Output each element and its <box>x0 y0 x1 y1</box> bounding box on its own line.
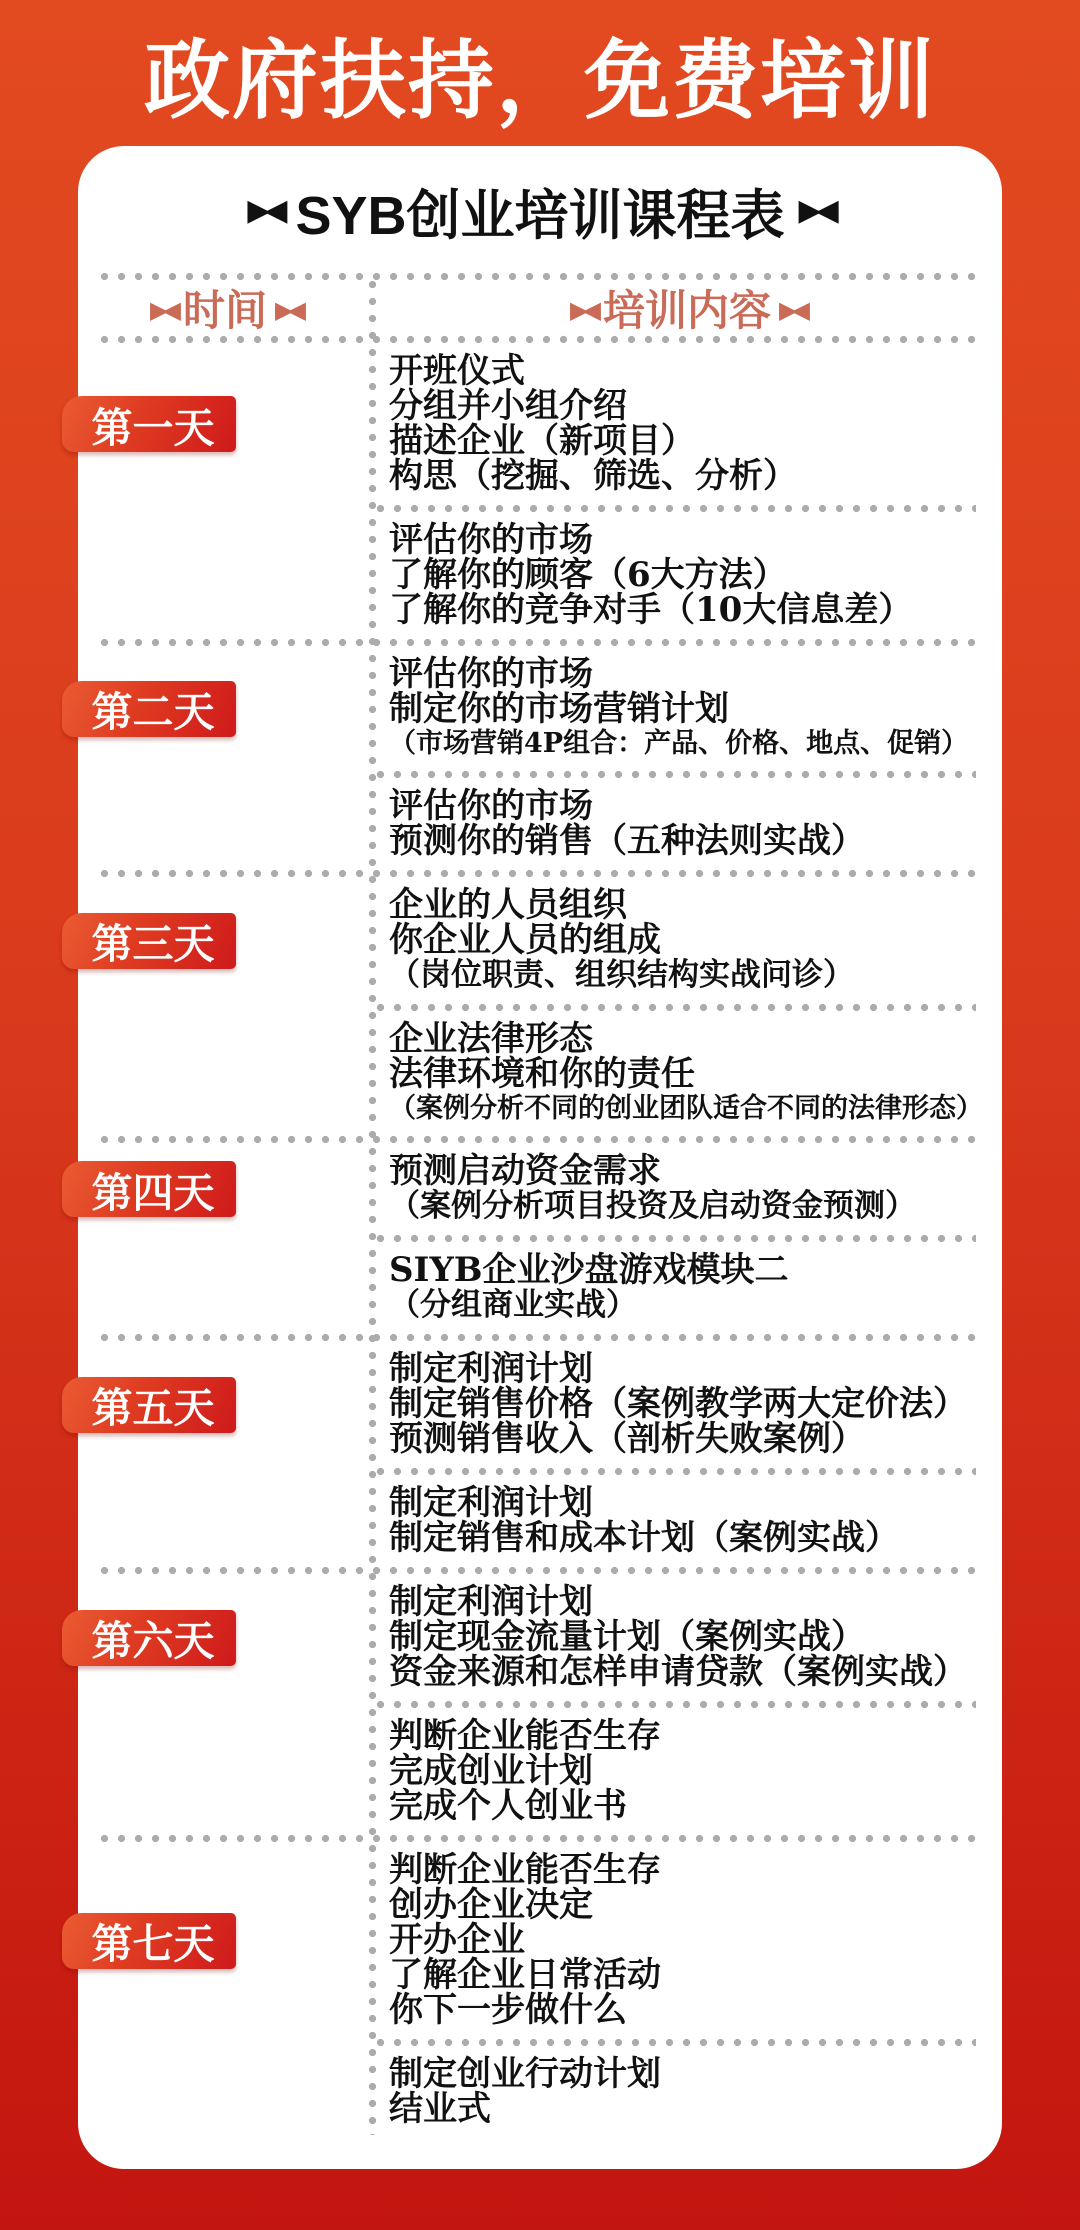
session-row <box>78 1146 1002 1232</box>
course-line: 制定利润计划 <box>389 1582 593 1622</box>
day-label-cell <box>78 1245 372 1331</box>
course-line: 制定销售和成本计划（案例实战） <box>389 1518 899 1558</box>
course-line: 企业的人员组织 <box>389 885 627 925</box>
dotted-line <box>96 1834 976 1843</box>
course-line: 制定现金流量计划（案例实战） <box>389 1617 865 1657</box>
course-line: 制定销售价格（案例教学两大定价法） <box>389 1384 967 1424</box>
day-label-cell <box>78 2049 372 2135</box>
dotted-line <box>96 638 976 647</box>
day-badge: 第七天 <box>62 1913 236 1969</box>
session-row <box>78 1014 1002 1133</box>
table-header <box>78 283 1002 333</box>
column-divider <box>368 276 377 2135</box>
course-line: 预测你的销售（五种法则实战） <box>389 821 865 861</box>
course-line: 了解你的竞争对手（10大信息差） <box>389 590 913 630</box>
course-line: 你下一步做什么 <box>389 1990 627 2030</box>
day-label-cell <box>78 1845 372 2036</box>
day-label-cell <box>78 515 372 636</box>
bowtie-icon: ▶◀ <box>247 193 282 228</box>
course-line: 预测销售收入（剖析失败案例） <box>389 1419 865 1459</box>
schedule-table <box>78 272 1002 2135</box>
session-row <box>78 1245 1002 1331</box>
session-row <box>78 346 1002 502</box>
session-row <box>78 1478 1002 1564</box>
dotted-line <box>96 1135 976 1144</box>
course-line: （案例分析不同的创业团队适合不同的法律形态） <box>389 1093 983 1124</box>
session-row <box>78 781 1002 867</box>
dotted-line <box>372 2038 976 2047</box>
course-line: 制定你的市场营销计划 <box>389 689 729 729</box>
session-content <box>372 1344 1002 1465</box>
course-line: 构思（挖掘、筛选、分析） <box>389 456 797 496</box>
day-badge: 第三天 <box>62 913 236 969</box>
schedule-rows <box>78 346 1002 2135</box>
course-line: 法律环境和你的责任 <box>389 1054 695 1094</box>
course-line: 开班仪式 <box>389 351 525 391</box>
course-line: 预测启动资金需求 <box>389 1151 661 1191</box>
schedule-card <box>78 146 1002 2169</box>
day-badge: 第二天 <box>62 681 236 737</box>
session-content <box>372 781 1002 867</box>
day-badge: 第四天 <box>62 1161 236 1217</box>
session-row <box>78 2049 1002 2135</box>
day-label-cell <box>78 1577 372 1698</box>
day-badge: 第五天 <box>62 1377 236 1433</box>
course-line: 了解企业日常活动 <box>389 1955 661 1995</box>
header-content-label: 培训内容 <box>602 286 771 335</box>
session-content <box>372 515 1002 636</box>
day-label-cell <box>78 880 372 1001</box>
banner <box>0 0 1080 146</box>
dotted-line <box>372 504 976 513</box>
day-label-cell <box>78 781 372 867</box>
course-line: 你企业人员的组成 <box>389 920 661 960</box>
card-title-text: SYB创业培训课程表 <box>295 185 785 246</box>
day-badge: 第六天 <box>62 1610 236 1666</box>
day-badge: 第一天 <box>62 396 236 452</box>
bowtie-icon: ▶◀ <box>150 296 175 324</box>
session-row <box>78 1577 1002 1698</box>
session-content <box>372 880 1002 1001</box>
bowtie-icon: ▶◀ <box>275 296 300 324</box>
dotted-line <box>372 1234 976 1243</box>
session-content <box>372 1245 1002 1331</box>
course-line: 制定利润计划 <box>389 1349 593 1389</box>
dotted-line <box>96 869 976 878</box>
bowtie-icon: ▶◀ <box>570 296 595 324</box>
session-row <box>78 1845 1002 2036</box>
dotted-line <box>372 1700 976 1709</box>
course-line: 创办企业决定 <box>389 1885 593 1925</box>
day-label-cell <box>78 1711 372 1832</box>
course-line: 评估你的市场 <box>389 654 593 694</box>
course-line: 制定创业行动计划 <box>389 2054 661 2094</box>
header-time <box>78 278 372 338</box>
bowtie-icon: ▶◀ <box>779 296 804 324</box>
course-line: 判断企业能否生存 <box>389 1716 661 1756</box>
dotted-line <box>372 1003 976 1012</box>
day-label-cell <box>78 649 372 768</box>
header-time-label: 时间 <box>182 286 267 335</box>
course-line: 开办企业 <box>389 1920 525 1960</box>
course-line: 制定利润计划 <box>389 1483 593 1523</box>
session-content <box>372 1014 1002 1133</box>
session-content <box>372 1577 1002 1698</box>
day-label-cell <box>78 1344 372 1465</box>
course-line: 判断企业能否生存 <box>389 1850 661 1890</box>
day-label-cell <box>78 346 372 502</box>
session-content <box>372 1146 1002 1232</box>
session-content <box>372 2049 1002 2135</box>
course-line: 企业法律形态 <box>389 1019 593 1059</box>
session-row <box>78 880 1002 1001</box>
dotted-line <box>96 1333 976 1342</box>
course-line: （市场营销4P组合：产品、价格、地点、促销） <box>389 728 969 759</box>
dotted-line <box>372 770 976 779</box>
course-line: 资金来源和怎样申请贷款（案例实战） <box>389 1652 967 1692</box>
day-label-cell <box>78 1014 372 1133</box>
session-content <box>372 346 1002 502</box>
session-content <box>372 649 1002 768</box>
course-line: 分组并小组介绍 <box>389 386 627 426</box>
bowtie-icon: ▶◀ <box>798 193 833 228</box>
day-label-cell <box>78 1478 372 1564</box>
day-label-cell <box>78 1146 372 1232</box>
dotted-line <box>372 1467 976 1476</box>
course-line: 描述企业（新项目） <box>389 421 695 461</box>
session-content <box>372 1845 1002 2036</box>
dotted-line <box>96 1566 976 1575</box>
course-line: 了解你的顾客（6大方法） <box>389 555 787 595</box>
session-row <box>78 515 1002 636</box>
course-line: 结业式 <box>389 2089 491 2129</box>
course-line: 评估你的市场 <box>389 520 593 560</box>
course-line: SIYB企业沙盘游戏模块二 <box>389 1250 789 1290</box>
session-row <box>78 1711 1002 1832</box>
course-line: 完成个人创业书 <box>389 1786 627 1826</box>
header-content <box>372 278 1002 338</box>
course-line: 评估你的市场 <box>389 786 593 826</box>
banner-title: 政府扶持，免费培训 <box>144 30 936 131</box>
session-row <box>78 1344 1002 1465</box>
course-line: （分组商业实战） <box>389 1287 637 1323</box>
session-content <box>372 1478 1002 1564</box>
session-content <box>372 1711 1002 1832</box>
session-row <box>78 649 1002 768</box>
course-line: （岗位职责、组织结构实战问诊） <box>389 957 854 993</box>
course-line: 完成创业计划 <box>389 1751 593 1791</box>
card-title <box>78 146 1002 270</box>
course-line: （案例分析项目投资及启动资金预测） <box>389 1188 916 1224</box>
